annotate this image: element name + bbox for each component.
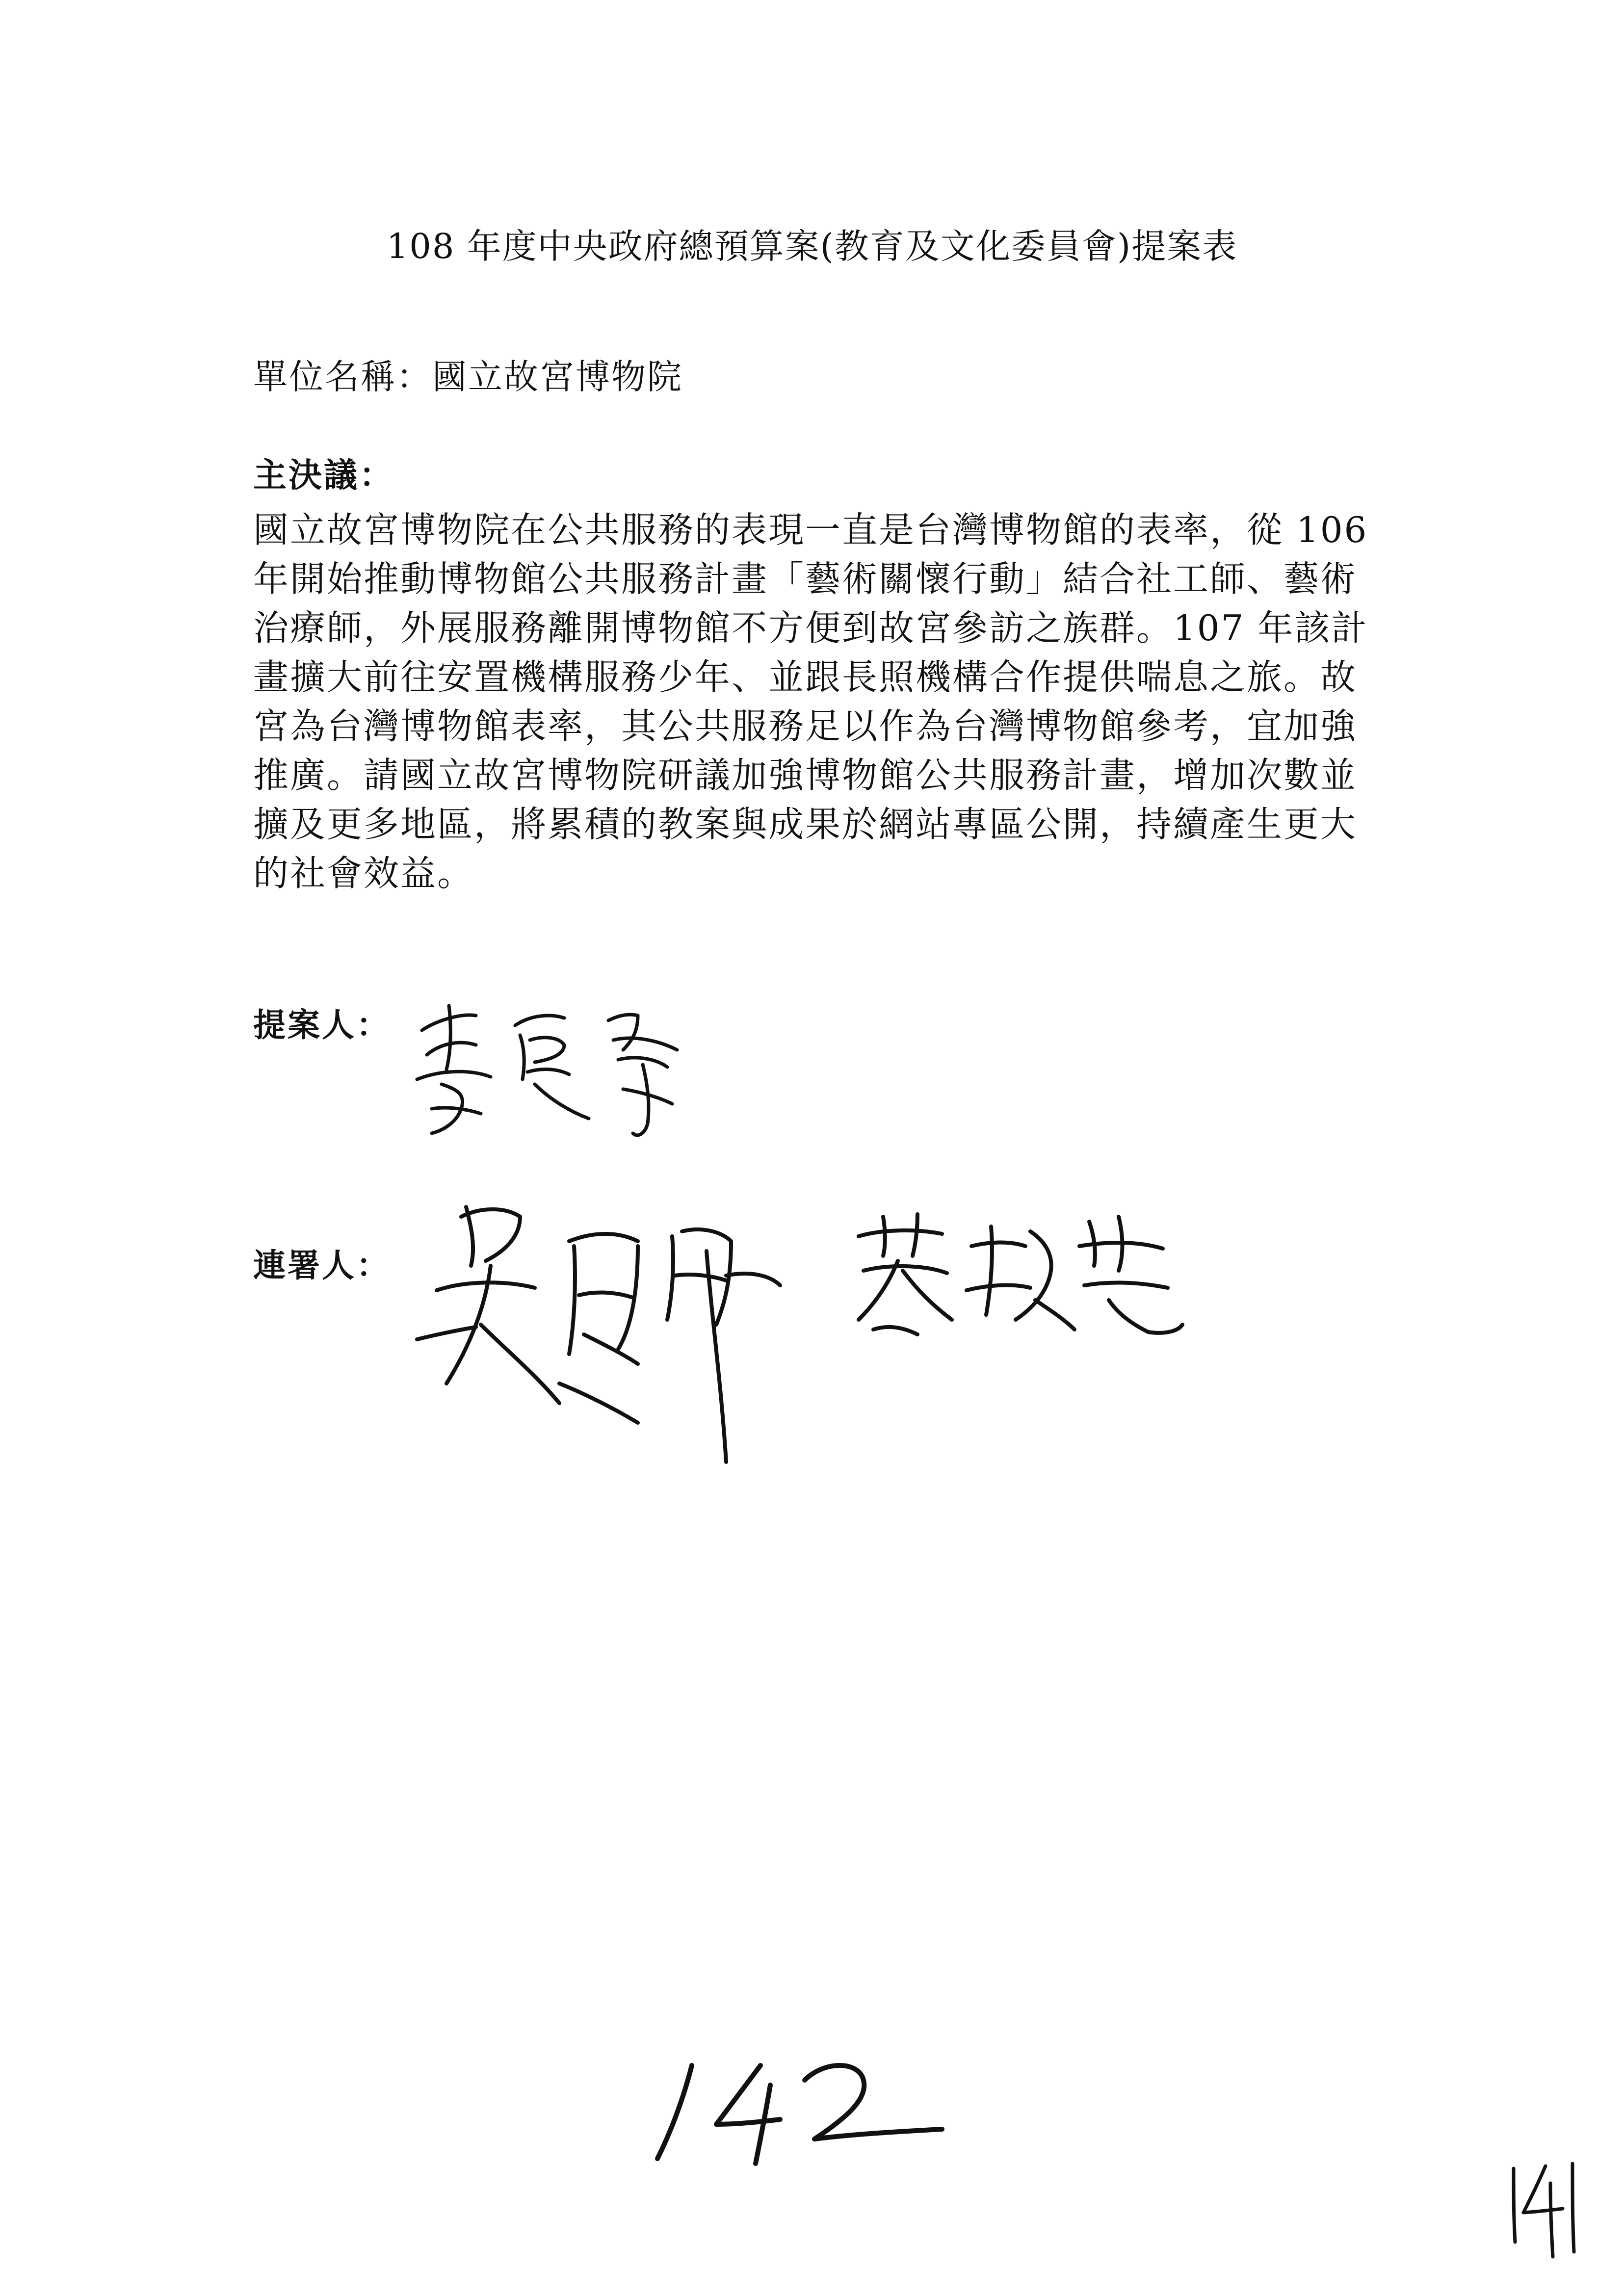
proposer-label: 提案人： — [253, 1006, 391, 1044]
resolution-line: 治療師，外展服務離開博物館不方便到故宮參訪之族群。107 年該計 — [253, 607, 1368, 649]
resolution-line: 推廣。請國立故宮博物院研議加強博物館公共服務計畫，增加次數並 — [253, 755, 1358, 796]
resolution-line: 畫擴大前往安置機構服務少年、並跟長照機構合作提供喘息之旅。故 — [253, 656, 1358, 698]
resolution-line: 國立故宮博物院在公共服務的表現一直是台灣博物館的表率，從 106 — [253, 509, 1368, 550]
unit-name-line: 單位名稱：國立故宮博物院 — [253, 357, 683, 397]
proposer-signature — [402, 986, 707, 1148]
cosigner-signature-1 — [407, 1177, 810, 1482]
handwritten-page-number-drawing — [638, 2046, 952, 2175]
resolution-line: 宮為台灣博物館表率，其公共服務足以作為台灣博物館參考，宜加強 — [253, 705, 1358, 747]
resolution-line: 年開始推動博物館公共服務計畫「藝術關懷行動」結合社工師、藝術 — [253, 558, 1358, 600]
resolution-line: 的社會效益。 — [253, 853, 474, 894]
cosigner-signature-2 — [844, 1202, 1187, 1349]
document-title: 108 年度中央政府總預算案(教育及文化委員會)提案表 — [386, 226, 1238, 266]
resolution-line: 擴及更多地區，將累積的教案與成果於網站專區公開，持續產生更大 — [253, 804, 1358, 845]
resolution-heading: 主決議： — [253, 456, 395, 495]
resolution-body — [253, 505, 1396, 898]
cosigner-label: 連署人： — [253, 1247, 391, 1284]
corner-page-number-drawing — [1501, 2154, 1585, 2264]
